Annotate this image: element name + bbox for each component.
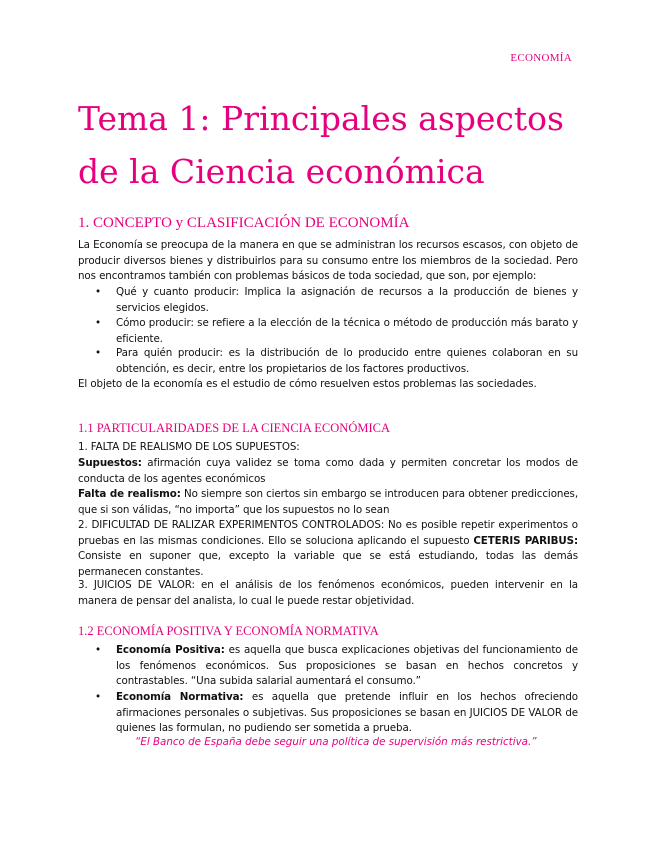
header-subject-tag: ECONOMÍA — [510, 52, 572, 64]
page-title — [78, 92, 578, 198]
s11-p2-text-a: 2. DIFICULTAD DE RALIZAR EXPERIMENTOS CONTROLADOS: No es posible repetir experimentos o pruebas en las mismas condiciones. Ello se soluciona aplicando el supuesto — [78, 519, 578, 547]
list-item-text — [116, 690, 578, 737]
list-item-text — [116, 643, 578, 690]
economia-positiva-text: es aquella que busca explicaciones objetivas del funcionamiento de los fenómenos económicos. Sus proposiciones se basan en hechos concretos y contrastables. “Una subida salarial aumentará el consumo.” — [116, 644, 578, 687]
s11-supuestos-label: Supuestos: — [78, 457, 142, 469]
list-item — [78, 346, 578, 377]
list-item-text: Qué y cuanto producir: Implica la asignación de recursos a la producción de bienes y servicios elegidos. — [116, 286, 578, 314]
bullet-icon: • — [95, 347, 101, 359]
bullet-icon: • — [95, 691, 101, 703]
bullet-icon: • — [95, 286, 101, 298]
list-item-text: Cómo producir: se refiere a la elección de la técnica o método de producción más barato y eficiente. — [116, 317, 578, 345]
s11-point-2 — [78, 518, 578, 580]
s11-point-1: 1. FALTA DE REALISMO DE LOS SUPUESTOS: — [78, 441, 300, 453]
title-line-2: de la Ciencia económica — [78, 152, 485, 191]
s11-supuestos — [78, 456, 578, 487]
bullet-icon: • — [95, 317, 101, 329]
s11-supuestos-text: afirmación cuya validez se toma como dada y permiten concretar los modos de conducta de los agentes económicos — [78, 457, 578, 485]
s11-point-3: 3. JUICIOS DE VALOR: en el análisis de los fenómenos económicos, pueden intervenir en la manera de pensar del analista, lo cual le puede restar objetividad. — [78, 579, 578, 607]
title-line-1: Tema 1: Principales aspectos — [78, 99, 564, 138]
list-item — [78, 285, 578, 316]
list-item — [78, 690, 578, 737]
section-1-heading: 1. CONCEPTO y CLASIFICACIÓN DE ECONOMÍA — [78, 215, 410, 231]
list-item — [78, 643, 578, 690]
economia-positiva-label: Economía Positiva: — [116, 644, 225, 656]
list-item-text: Para quién producir: es la distribución de lo producido entre quienes colaboran en su obtención, es decir, entre los propietarios de los factores productivos. — [116, 347, 578, 375]
economia-normativa-text: es aquella que pretende influir en los hechos ofreciendo afirmaciones personales o subjetivas. Sus proposiciones se basan en JUICIOS DE VALOR de quienes las formulan, no pudiendo ser sometida a prueba. — [116, 691, 578, 734]
s11-falta-label: Falta de realismo: — [78, 488, 181, 500]
s11-falta-realismo — [78, 487, 578, 518]
s11-falta-text: No siempre son ciertos sin embargo se introducen para obtener predicciones, que si son válidas, “no importa” que los supuestos no lo sean — [78, 488, 578, 516]
section-1-intro: La Economía se preocupa de la manera en que se administran los recursos escasos, con objeto de producir diversos bienes y distribuirlos para su consumo entre los miembros de la sociedad. Pero nos encontramos también con problemas básicos de toda sociedad, que son, por ejemplo: — [78, 239, 578, 282]
normative-example-quote: “El Banco de España debe seguir una política de supervisión más restrictiva.” — [135, 736, 537, 748]
economia-normativa-label: Economía Normativa: — [116, 691, 244, 703]
section-1-2-heading: 1.2 ECONOMÍA POSITIVA Y ECONOMÍA NORMATIVA — [78, 624, 379, 638]
section-1-closing: El objeto de la economía es el estudio de cómo resuelven estos problemas las sociedades. — [78, 378, 537, 390]
list-item — [78, 316, 578, 347]
section-1-1-heading: 1.1 PARTICULARIDADES DE LA CIENCIA ECONÓMICA — [78, 421, 390, 435]
s11-ceteris-paribus: CETERIS PARIBUS: — [473, 534, 578, 547]
s11-p2-text-b: Consiste en suponer que, excepto la variable que se está estudiando, todas las demás permanecen constantes. — [78, 550, 578, 578]
bullet-icon: • — [95, 644, 101, 656]
